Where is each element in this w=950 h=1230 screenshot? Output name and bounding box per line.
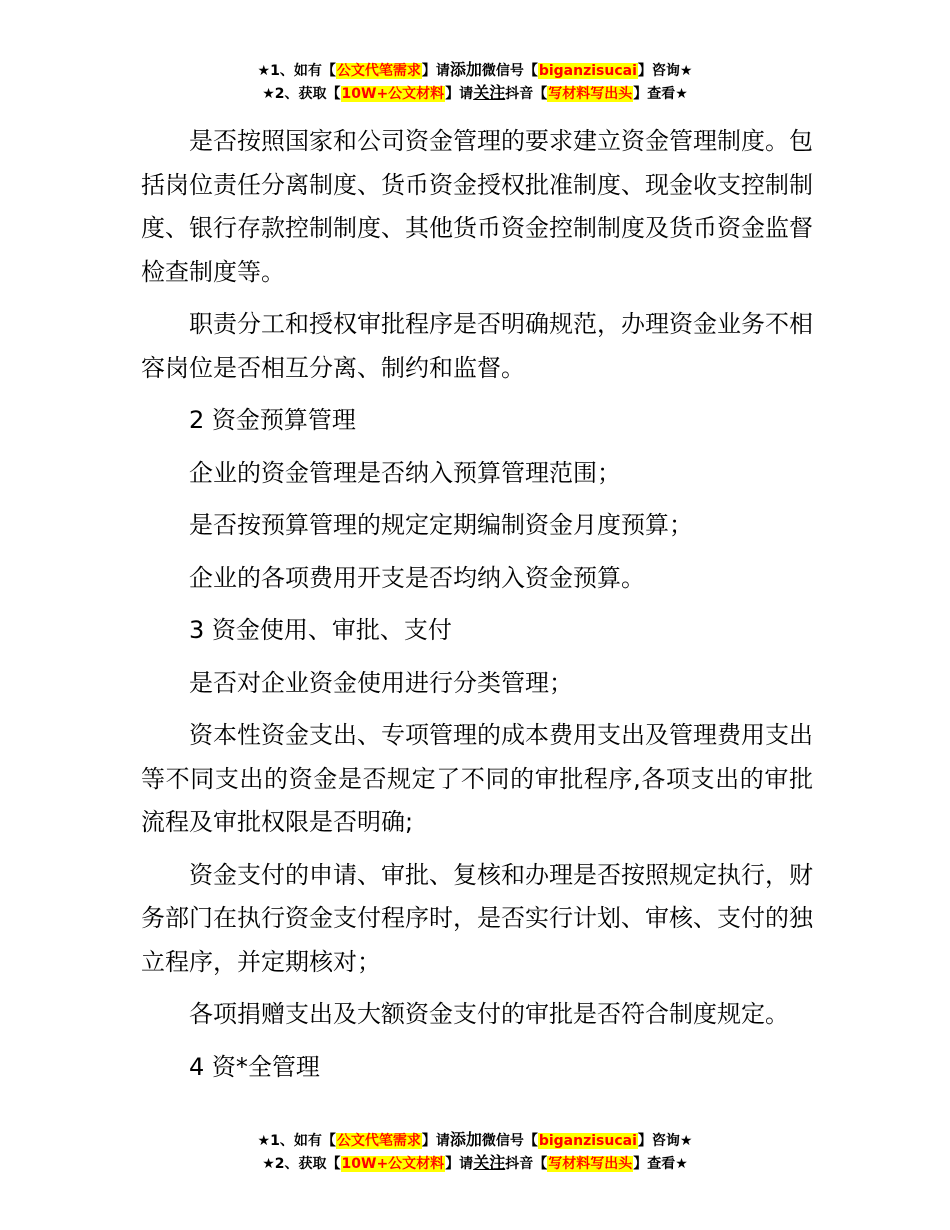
header-line-2-mid: 】请 xyxy=(445,86,474,102)
section-heading-security: 4 资*全管理 xyxy=(189,1052,320,1081)
section-heading-usage-approval: 3 资金使用、审批、支付 xyxy=(189,616,452,644)
footer-line-1-wechat-id: biganzisucai xyxy=(538,1133,637,1149)
header-line-1-emphasis: 添加 xyxy=(449,60,482,79)
footer-line-1-wechat-label: 微信号【 xyxy=(481,1133,538,1149)
footer-line-2-douyin-account: 写材料写出头 xyxy=(548,1156,633,1172)
footer-line-2-prefix: ★2、获取【 xyxy=(262,1156,341,1172)
paragraph-fund-system: 是否按照国家和公司资金管理的要求建立资金管理制度。包括岗位责任分离制度、货币资金授权批准制度、现金收支控制制度、银行存款控制制度、其他货币资金控制制度及货币资金监督检查制度等。 xyxy=(141,127,813,286)
header-line-1-prefix: ★1、如有【 xyxy=(257,63,336,79)
paragraph-donation-approval: 各项捐赠支出及大额资金支付的审批是否符合制度规定。 xyxy=(189,1000,789,1028)
header-line-1-suffix: 】咨询★ xyxy=(637,63,693,79)
footer-line-2-douyin-label: 抖音【 xyxy=(505,1156,548,1172)
footer-line-1-highlight-service: 公文代笔需求 xyxy=(336,1133,421,1149)
header-line-2-douyin-account: 写材料写出头 xyxy=(548,86,633,102)
footer-banner xyxy=(0,1129,950,1175)
header-line-2-prefix: ★2、获取【 xyxy=(262,86,341,102)
footer-line-2-highlight-materials: 10W+公文材料 xyxy=(341,1156,445,1172)
header-line-1-highlight-service: 公文代笔需求 xyxy=(336,63,421,79)
section-heading-budget: 2 资金预算管理 xyxy=(189,406,356,434)
header-line-1-mid: 】请 xyxy=(421,63,450,79)
footer-line-1-suffix: 】咨询★ xyxy=(637,1133,693,1149)
header-line-1-wechat-id: biganzisucai xyxy=(538,63,637,79)
footer-line-1-mid: 】请 xyxy=(421,1133,450,1149)
paragraph-monthly-budget: 是否按预算管理的规定定期编制资金月度预算； xyxy=(189,511,693,539)
paragraph-payment-execution: 资金支付的申请、审批、复核和办理是否按照规定执行，财务部门在执行资金支付程序时，是否实行计划、审核、支付的独立程序，并定期核对； xyxy=(141,860,813,976)
header-line-1-wechat-label: 微信号【 xyxy=(481,63,538,79)
paragraph-approval-procedures: 资本性资金支出、专项管理的成本费用支出及管理费用支出等不同支出的资金是否规定了不同的审批程序,各项支出的审批流程及审批权限是否明确; xyxy=(141,721,813,836)
paragraph-classified-management: 是否对企业资金使用进行分类管理； xyxy=(189,668,573,697)
header-line-2-douyin-label: 抖音【 xyxy=(505,86,548,102)
footer-line-1 xyxy=(0,1129,950,1152)
footer-line-1-prefix: ★1、如有【 xyxy=(257,1133,336,1149)
paragraph-expenses-in-budget: 企业的各项费用开支是否均纳入资金预算。 xyxy=(189,563,645,592)
header-line-2-suffix: 】查看★ xyxy=(633,86,688,102)
header-line-1 xyxy=(0,59,950,82)
paragraph-duty-separation: 职责分工和授权审批程序是否明确规范，办理资金业务不相容岗位是否相互分离、制约和监督。 xyxy=(141,310,813,382)
footer-line-2-suffix: 】查看★ xyxy=(633,1156,688,1172)
footer-line-1-emphasis: 添加 xyxy=(449,1130,482,1149)
footer-line-2-emphasis: 关注 xyxy=(473,1153,506,1172)
header-line-2-emphasis: 关注 xyxy=(473,83,506,102)
header-line-2 xyxy=(0,82,950,105)
header-line-2-highlight-materials: 10W+公文材料 xyxy=(341,86,445,102)
header-banner xyxy=(0,59,950,105)
document-body xyxy=(141,120,813,1098)
footer-line-2-mid: 】请 xyxy=(445,1156,474,1172)
footer-line-2 xyxy=(0,1152,950,1175)
paragraph-budget-scope: 企业的资金管理是否纳入预算管理范围； xyxy=(189,458,621,487)
